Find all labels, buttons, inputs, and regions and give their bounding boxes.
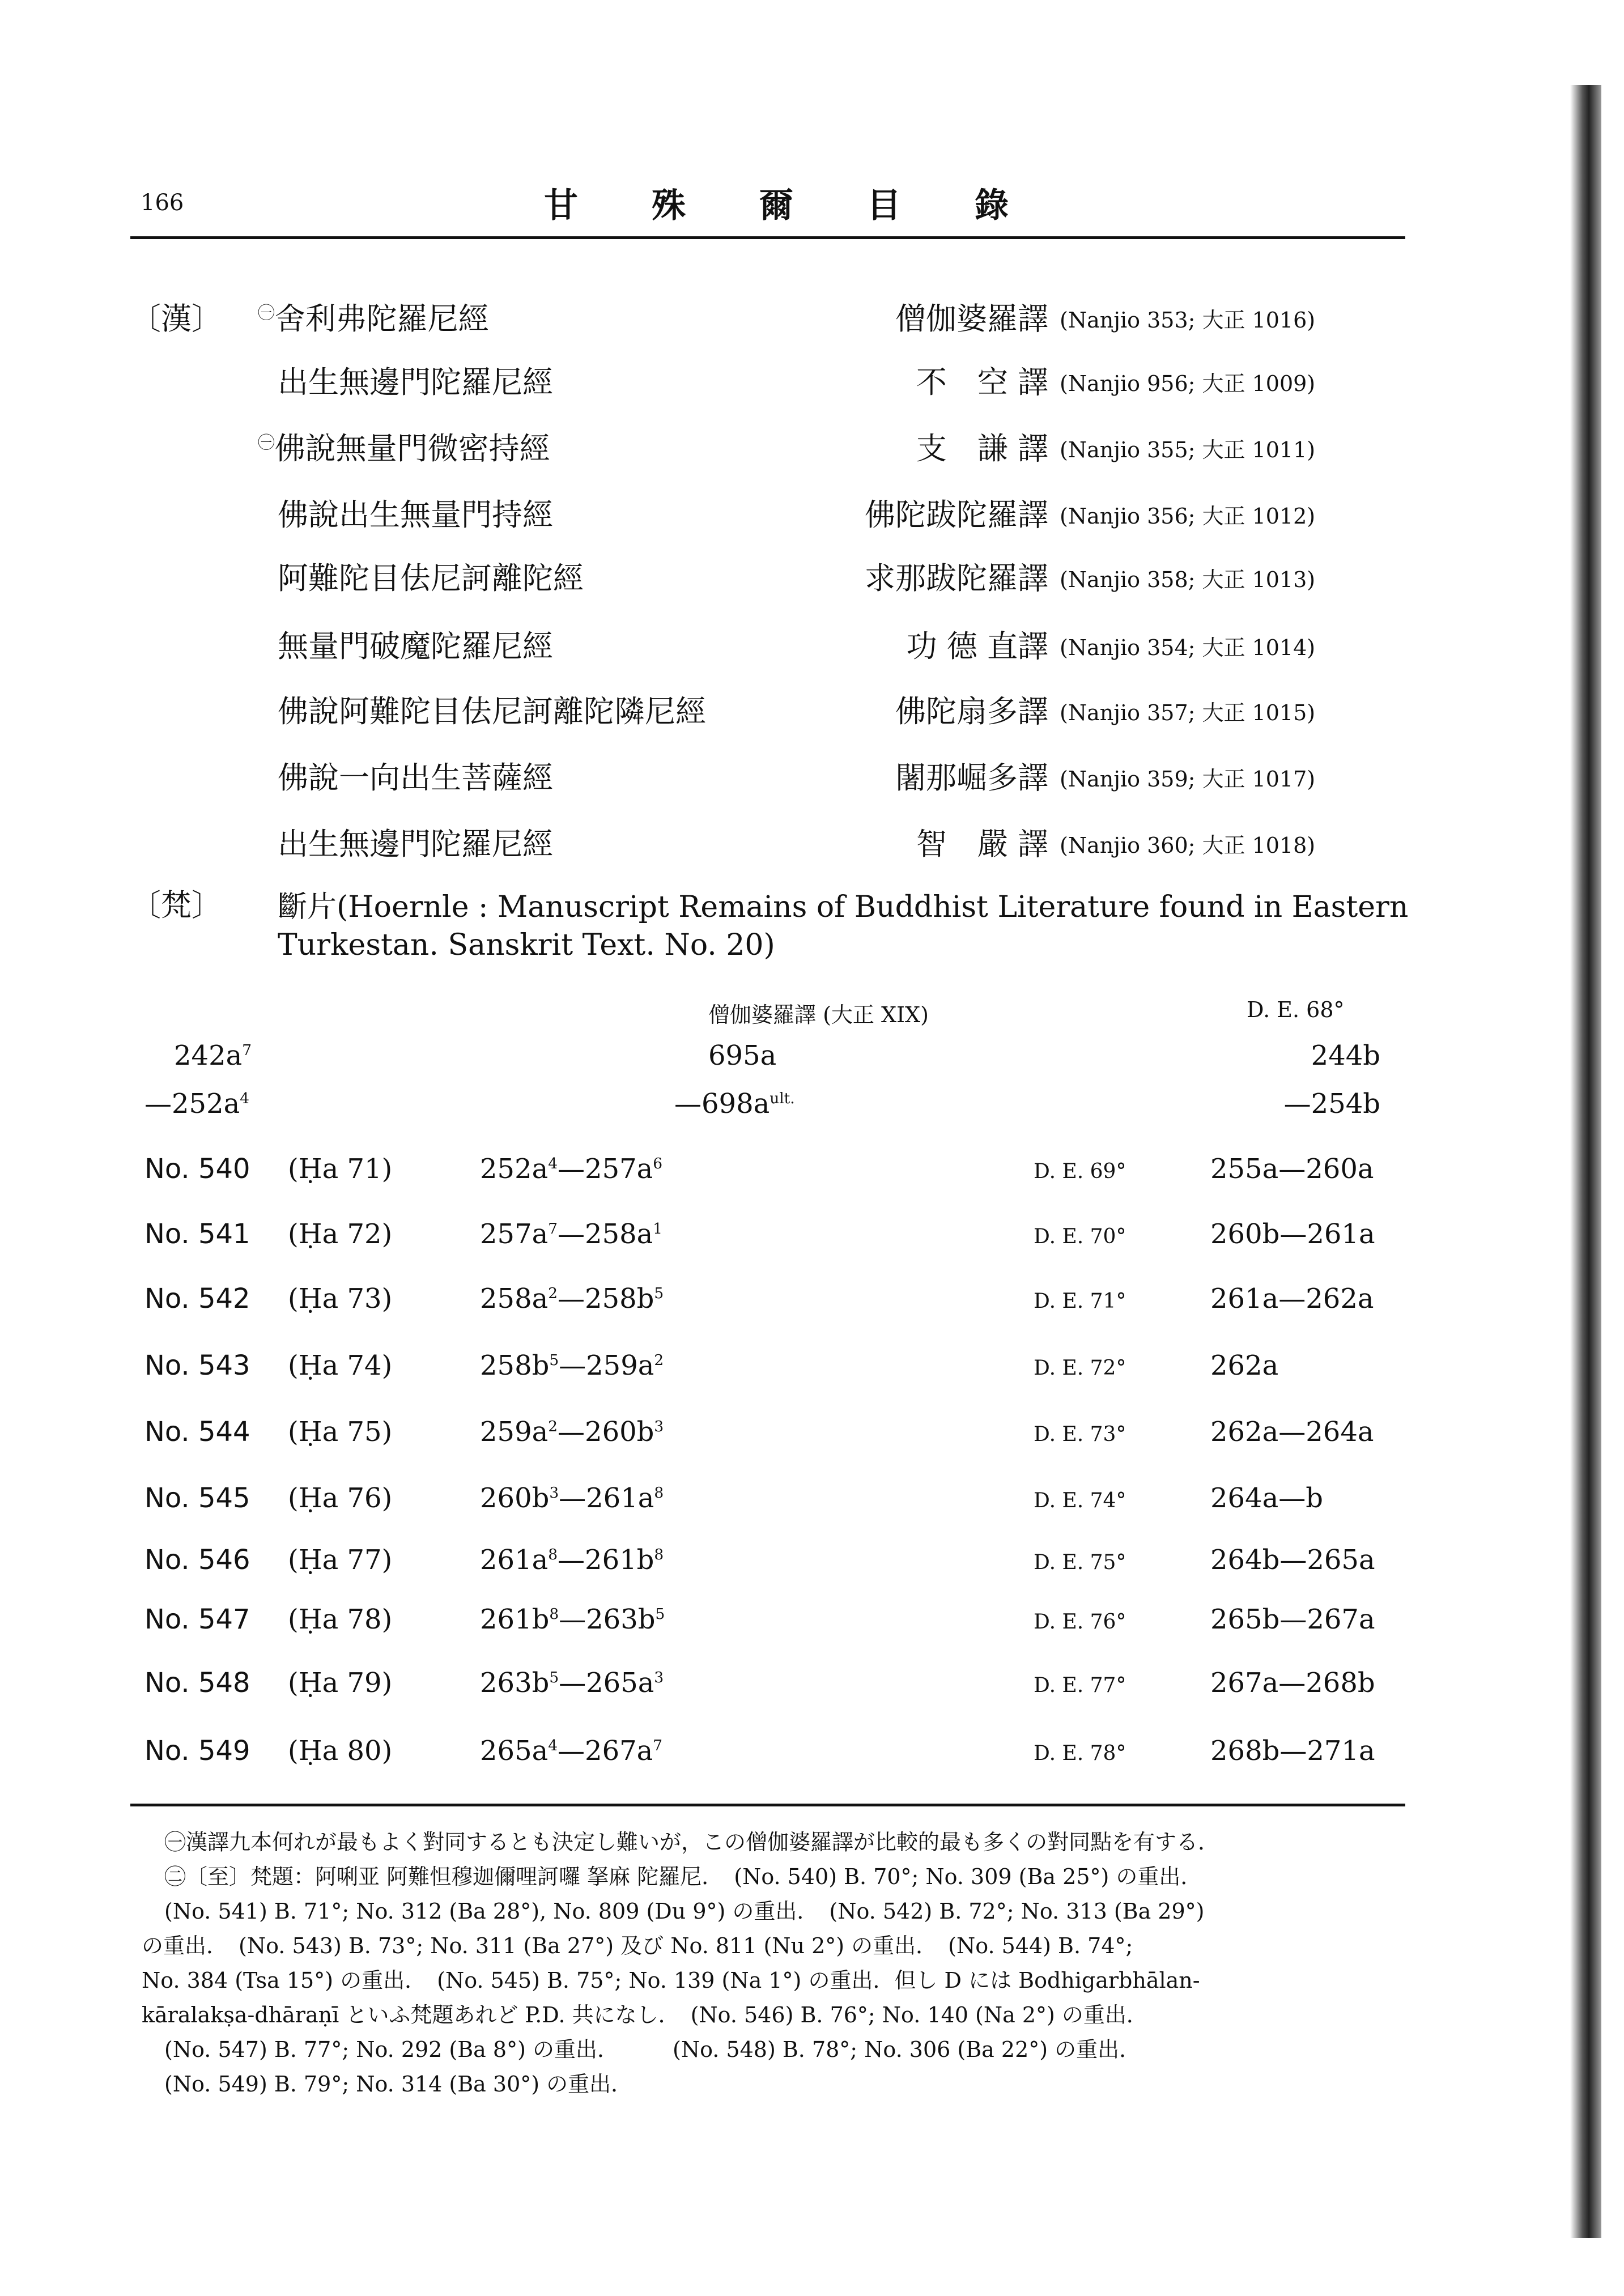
skt-line-1: 斷片(Hoernle : Manuscript Remains of Buddhist Literature found in Eastern [278,890,1409,924]
entry-number: No. 549 [144,1735,250,1767]
translator: 智 嚴 譯 [916,826,1048,862]
han-bracket: 〔漢〕 [130,301,222,337]
nanjio-ref: (Nanjio 354; 大正 1014) [1060,635,1316,660]
translator: 不 空 譯 [916,364,1048,400]
ha-ref: (Ḥa 78) [288,1604,393,1635]
de-ref: D. E. 71° [1034,1290,1126,1313]
de-range: 264a—b [1210,1482,1323,1514]
folio-range: $261a^8—261b^8$ [480,1544,664,1576]
de-ref: D. E. 70° [1034,1225,1126,1248]
sutra-title: 出生無邊門陀羅尼經 [278,364,553,400]
ha-ref: (Ḥa 71) [288,1153,393,1185]
footnote-line: (No. 549) B. 79°; No. 314 (Ba 30°) の重出． [164,2072,633,2097]
translator: 闍那崛多譯 [895,760,1048,796]
de-ref: D. E. 73° [1034,1423,1126,1446]
folio-range: $258b^5—259a^2$ [480,1350,664,1381]
footnote-line: ㊀漢譯九本何れが最もよく對同するとも決定し難いが，この僧伽婆羅譯が比較的最も多くの對同點を有する． [164,1830,1220,1855]
footnote-rule [130,1804,1405,1806]
footnote-line: kāralakṣa-dhāraṇī といふ梵題あれど P.D. 共になし． (No. 546) B. 76°; No. 140 (Na 2°) の重出． [142,2002,1148,2027]
footnote-line: の重出． (No. 543) B. 73°; No. 311 (Ba 27°) 及び No. 811 (Nu 2°) の重出． (No. 544) B. 74°; [142,1933,1133,1958]
from-c3: 244b [1311,1040,1380,1072]
sutra-title: 佛說出生無量門持經 [278,497,553,533]
de-ref: D. E. 69° [1034,1160,1126,1183]
de-range: 262a [1210,1350,1279,1381]
folio-range: $252a^4—257a^6$ [480,1153,663,1185]
de-ref: D. E. 75° [1034,1551,1126,1574]
translator: 佛陀扇多譯 [895,694,1048,729]
header-rule [130,236,1405,239]
folio-range: $257a^7—258a^1$ [480,1218,663,1250]
footnote-line: ㊁〔至〕梵題：阿唎亚 阿難怛穆迦儞哩訶囉 拏麻 陀羅尼． (No. 540) B. 70°; No. 309 (Ba 25°) の重出． [164,1864,1202,1889]
footnote-line: (No. 541) B. 71°; No. 312 (Ba 28°), No. 809 (Du 9°) の重出． (No. 542) B. 72°; No. 313 (Ba 29°) [164,1899,1205,1924]
folio-range: $261b^8—263b^5$ [480,1604,665,1635]
entry-number: No. 540 [144,1153,250,1185]
translator: 求那跋陀羅譯 [865,560,1048,596]
to-c1: $—252a^4$ [144,1088,250,1120]
footnote-line: No. 384 (Tsa 15°) の重出． (No. 545) B. 75°; No. 139 (Na 1°) の重出．但し D には Bodhigarbhālan- [142,1968,1200,1993]
sutra-title: $^㊀$舍利弗陀羅尼經 [258,301,489,337]
nanjio-ref: (Nanjio 357; 大正 1015) [1060,700,1316,725]
page-number: 166 [141,190,184,216]
de-range: 260b—261a [1210,1218,1375,1250]
skt-line-2: Turkestan. Sanskrit Text. No. 20) [278,928,775,962]
sutra-title: $^㊀$佛說無量門微密持經 [258,431,550,466]
de-range: 264b—265a [1210,1544,1375,1576]
nanjio-ref: (Nanjio 355; 大正 1011) [1060,437,1316,462]
translator: 功 德 直譯 [906,628,1048,664]
ha-ref: (Ḥa 75) [288,1416,393,1448]
sutra-title: 佛說阿難陀目佉尼訶離陀隣尼經 [278,694,706,729]
page-title: 甘殊爾目錄 [544,186,1082,226]
from-c1: $242a^7$ [174,1040,252,1072]
nanjio-ref: (Nanjio 956; 大正 1009) [1060,371,1316,396]
ha-ref: (Ḥa 73) [288,1283,393,1315]
folio-range: $265a^4—267a^7$ [480,1735,663,1767]
de-range: 255a—260a [1210,1153,1374,1185]
ha-ref: (Ḥa 74) [288,1350,393,1381]
de-ref: D. E. 74° [1034,1489,1126,1512]
nanjio-ref: (Nanjio 359; 大正 1017) [1060,767,1316,792]
entry-number: No. 542 [144,1283,250,1315]
ha-ref: (Ḥa 79) [288,1667,393,1699]
from-c2: 695a [708,1040,777,1072]
de-range: 265b—267a [1210,1604,1375,1635]
scan-edge [1570,85,1601,2238]
de-range: 267a—268b [1210,1667,1375,1699]
entry-number: No. 544 [144,1416,250,1448]
nanjio-ref: (Nanjio 353; 大正 1016) [1060,308,1316,333]
folio-range: $260b^3—261a^8$ [480,1482,664,1514]
col3-head: D. E. 68° [1247,997,1345,1022]
entry-number: No. 546 [144,1544,250,1576]
to-c2: $—698a^{ult.}$ [674,1088,795,1120]
folio-range: $263b^5—265a^3$ [480,1667,664,1699]
nanjio-ref: (Nanjio 360; 大正 1018) [1060,833,1316,858]
de-ref: D. E. 78° [1034,1742,1126,1765]
translator: 佛陀跋陀羅譯 [865,497,1048,533]
sutra-title: 阿難陀目佉尼訶離陀經 [278,560,584,596]
sutra-title: 佛說一向出生菩薩經 [278,760,553,796]
sutra-title: 無量門破魔陀羅尼經 [278,628,553,664]
entry-number: No. 541 [144,1218,250,1250]
entry-number: No. 547 [144,1604,250,1635]
ha-ref: (Ḥa 72) [288,1218,393,1250]
nanjio-ref: (Nanjio 356; 大正 1012) [1060,504,1316,529]
translator: 支 謙 譯 [916,431,1048,466]
ha-ref: (Ḥa 77) [288,1544,393,1576]
de-range: 262a—264a [1210,1416,1374,1448]
skt-bracket: 〔梵〕 [130,887,222,923]
de-range: 268b—271a [1210,1735,1375,1767]
col2-head: 僧伽婆羅譯 (大正 XIX) [708,1002,929,1027]
de-ref: D. E. 77° [1034,1674,1126,1697]
entry-number: No. 548 [144,1667,250,1699]
ha-ref: (Ḥa 80) [288,1735,393,1767]
de-ref: D. E. 72° [1034,1357,1126,1380]
nanjio-ref: (Nanjio 358; 大正 1013) [1060,567,1316,592]
entry-number: No. 545 [144,1482,250,1514]
folio-range: $259a^2—260b^3$ [480,1416,664,1448]
translator: 僧伽婆羅譯 [895,301,1048,337]
entry-number: No. 543 [144,1350,250,1381]
footnote-line: (No. 547) B. 77°; No. 292 (Ba 8°) の重出． (No. 548) B. 78°; No. 306 (Ba 22°) の重出． [164,2037,1141,2062]
to-c3: —254b [1283,1088,1380,1120]
ha-ref: (Ḥa 76) [288,1482,393,1514]
sutra-title: 出生無邊門陀羅尼經 [278,826,553,862]
de-ref: D. E. 76° [1034,1610,1126,1634]
folio-range: $258a^2—258b^5$ [480,1283,664,1315]
de-range: 261a—262a [1210,1283,1374,1315]
